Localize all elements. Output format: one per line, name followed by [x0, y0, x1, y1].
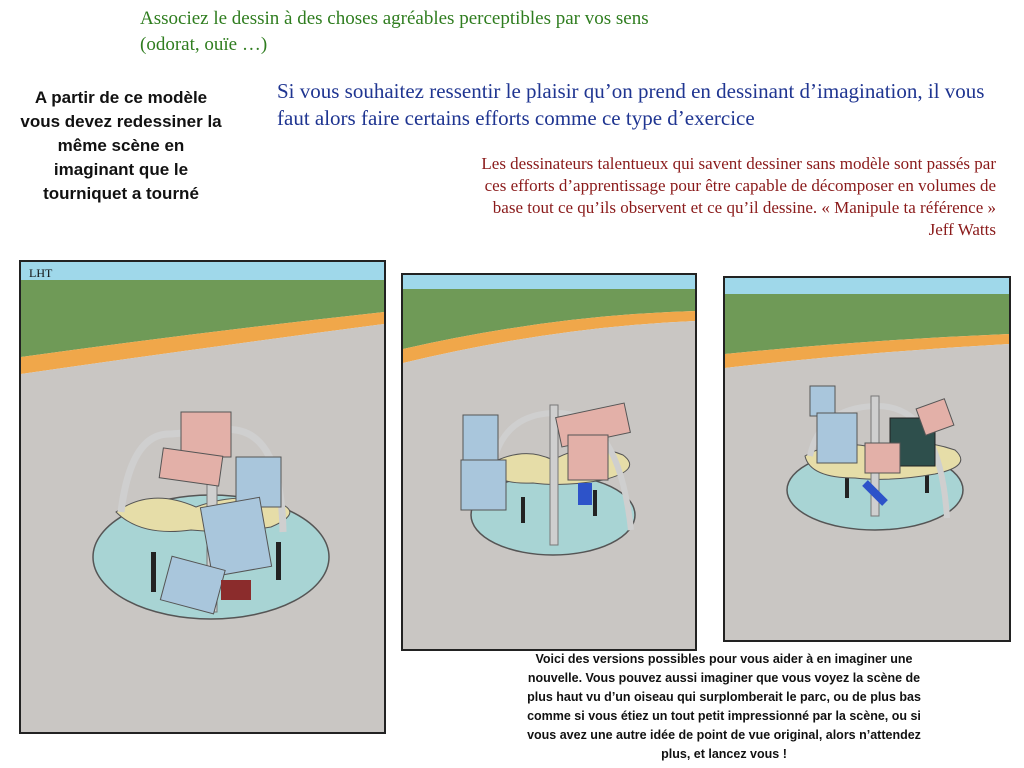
model-label: LHT [29, 266, 53, 280]
quote-author: Jeff Watts [928, 220, 996, 239]
version-illustration [725, 278, 1009, 640]
model-panel [19, 260, 386, 734]
versions-note: Voici des versions possibles pour vous aider à en imaginer une nouvelle. Vous pouvez aussi imaginer que vous voyez la scène de plus haut vu d’un oiseau qui surplomberait le parc, ou de plus bas comme si vous étiez un tout petit impressionné par la scène, ou si vous avez une autre idée de point de vue original, alors n’attendez plus, et lancez vous ! [527, 652, 921, 761]
version-illustration [403, 275, 695, 649]
quote-note [348, 153, 996, 241]
model-instruction: A partir de ce modèle vous devez redessiner la même scène en imaginant que le tourniquet a tourné [20, 88, 222, 203]
effort-note: Si vous souhaitez ressentir le plaisir qu’on prend en dessinant d’imagination, il vous faut alors faire certains efforts comme ce type d’exercice [277, 79, 985, 130]
version-panel-1 [401, 273, 697, 651]
version-panel-2 [723, 276, 1011, 642]
quote-line: Les dessinateurs talentueux qui savent dessiner sans modèle sont passés par [481, 154, 996, 173]
model-illustration [21, 262, 384, 732]
senses-note: Associez le dessin à des choses agréables perceptibles par vos sens (odorat, ouïe …) [140, 8, 649, 55]
quote-line: base tout ce qu’ils observent et ce qu’il dessine. « Manipule ta référence » [492, 198, 996, 217]
quote-line: ces efforts d’apprentissage pour être capable de décomposer en volumes de [484, 176, 996, 195]
